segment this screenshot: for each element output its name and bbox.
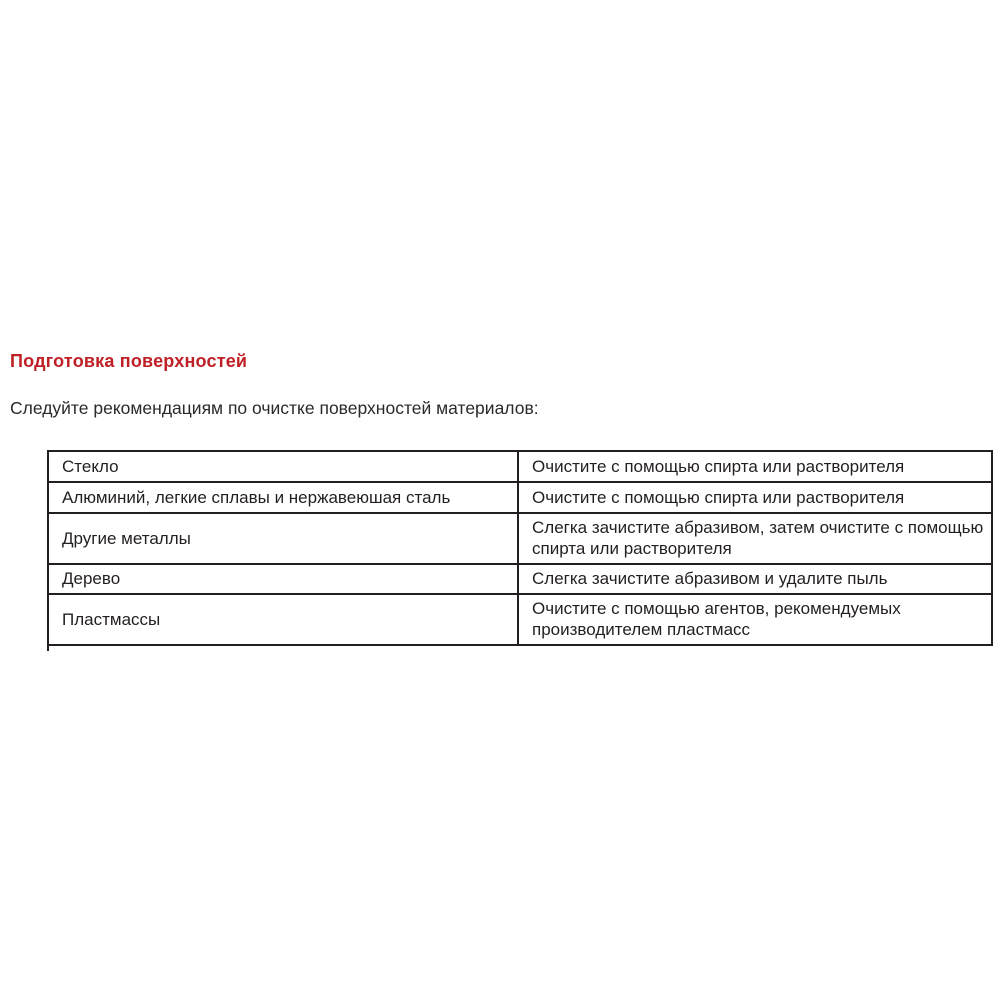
table-body [48, 451, 992, 645]
surface-prep-table-container [47, 450, 991, 646]
table-border-stub [47, 646, 49, 651]
material-cell: Пластмассы [48, 594, 518, 645]
table-row [48, 513, 992, 564]
instruction-cell: Очистите с помощью агентов, рекомендуемых производителем пластмасс [518, 594, 992, 645]
instruction-cell: Очистите с помощью спирта или растворителя [518, 482, 992, 513]
table-row [48, 451, 992, 482]
material-cell: Стекло [48, 451, 518, 482]
instruction-cell: Слегка зачистите абразивом и удалите пыль [518, 564, 992, 594]
instruction-cell: Слегка зачистите абразивом, затем очистите с помощью спирта или растворителя [518, 513, 992, 564]
table-row [48, 594, 992, 645]
material-cell: Алюминий, легкие сплавы и нержавеюшая сталь [48, 482, 518, 513]
material-cell: Другие металлы [48, 513, 518, 564]
table-row [48, 482, 992, 513]
material-cell: Дерево [48, 564, 518, 594]
surface-prep-table [47, 450, 993, 646]
instruction-cell: Очистите с помощью спирта или растворителя [518, 451, 992, 482]
section-heading: Подготовка поверхностей [10, 351, 248, 371]
table-row [48, 564, 992, 594]
intro-text: Следуйте рекомендациям по очистке поверхностей материалов: [10, 398, 539, 418]
